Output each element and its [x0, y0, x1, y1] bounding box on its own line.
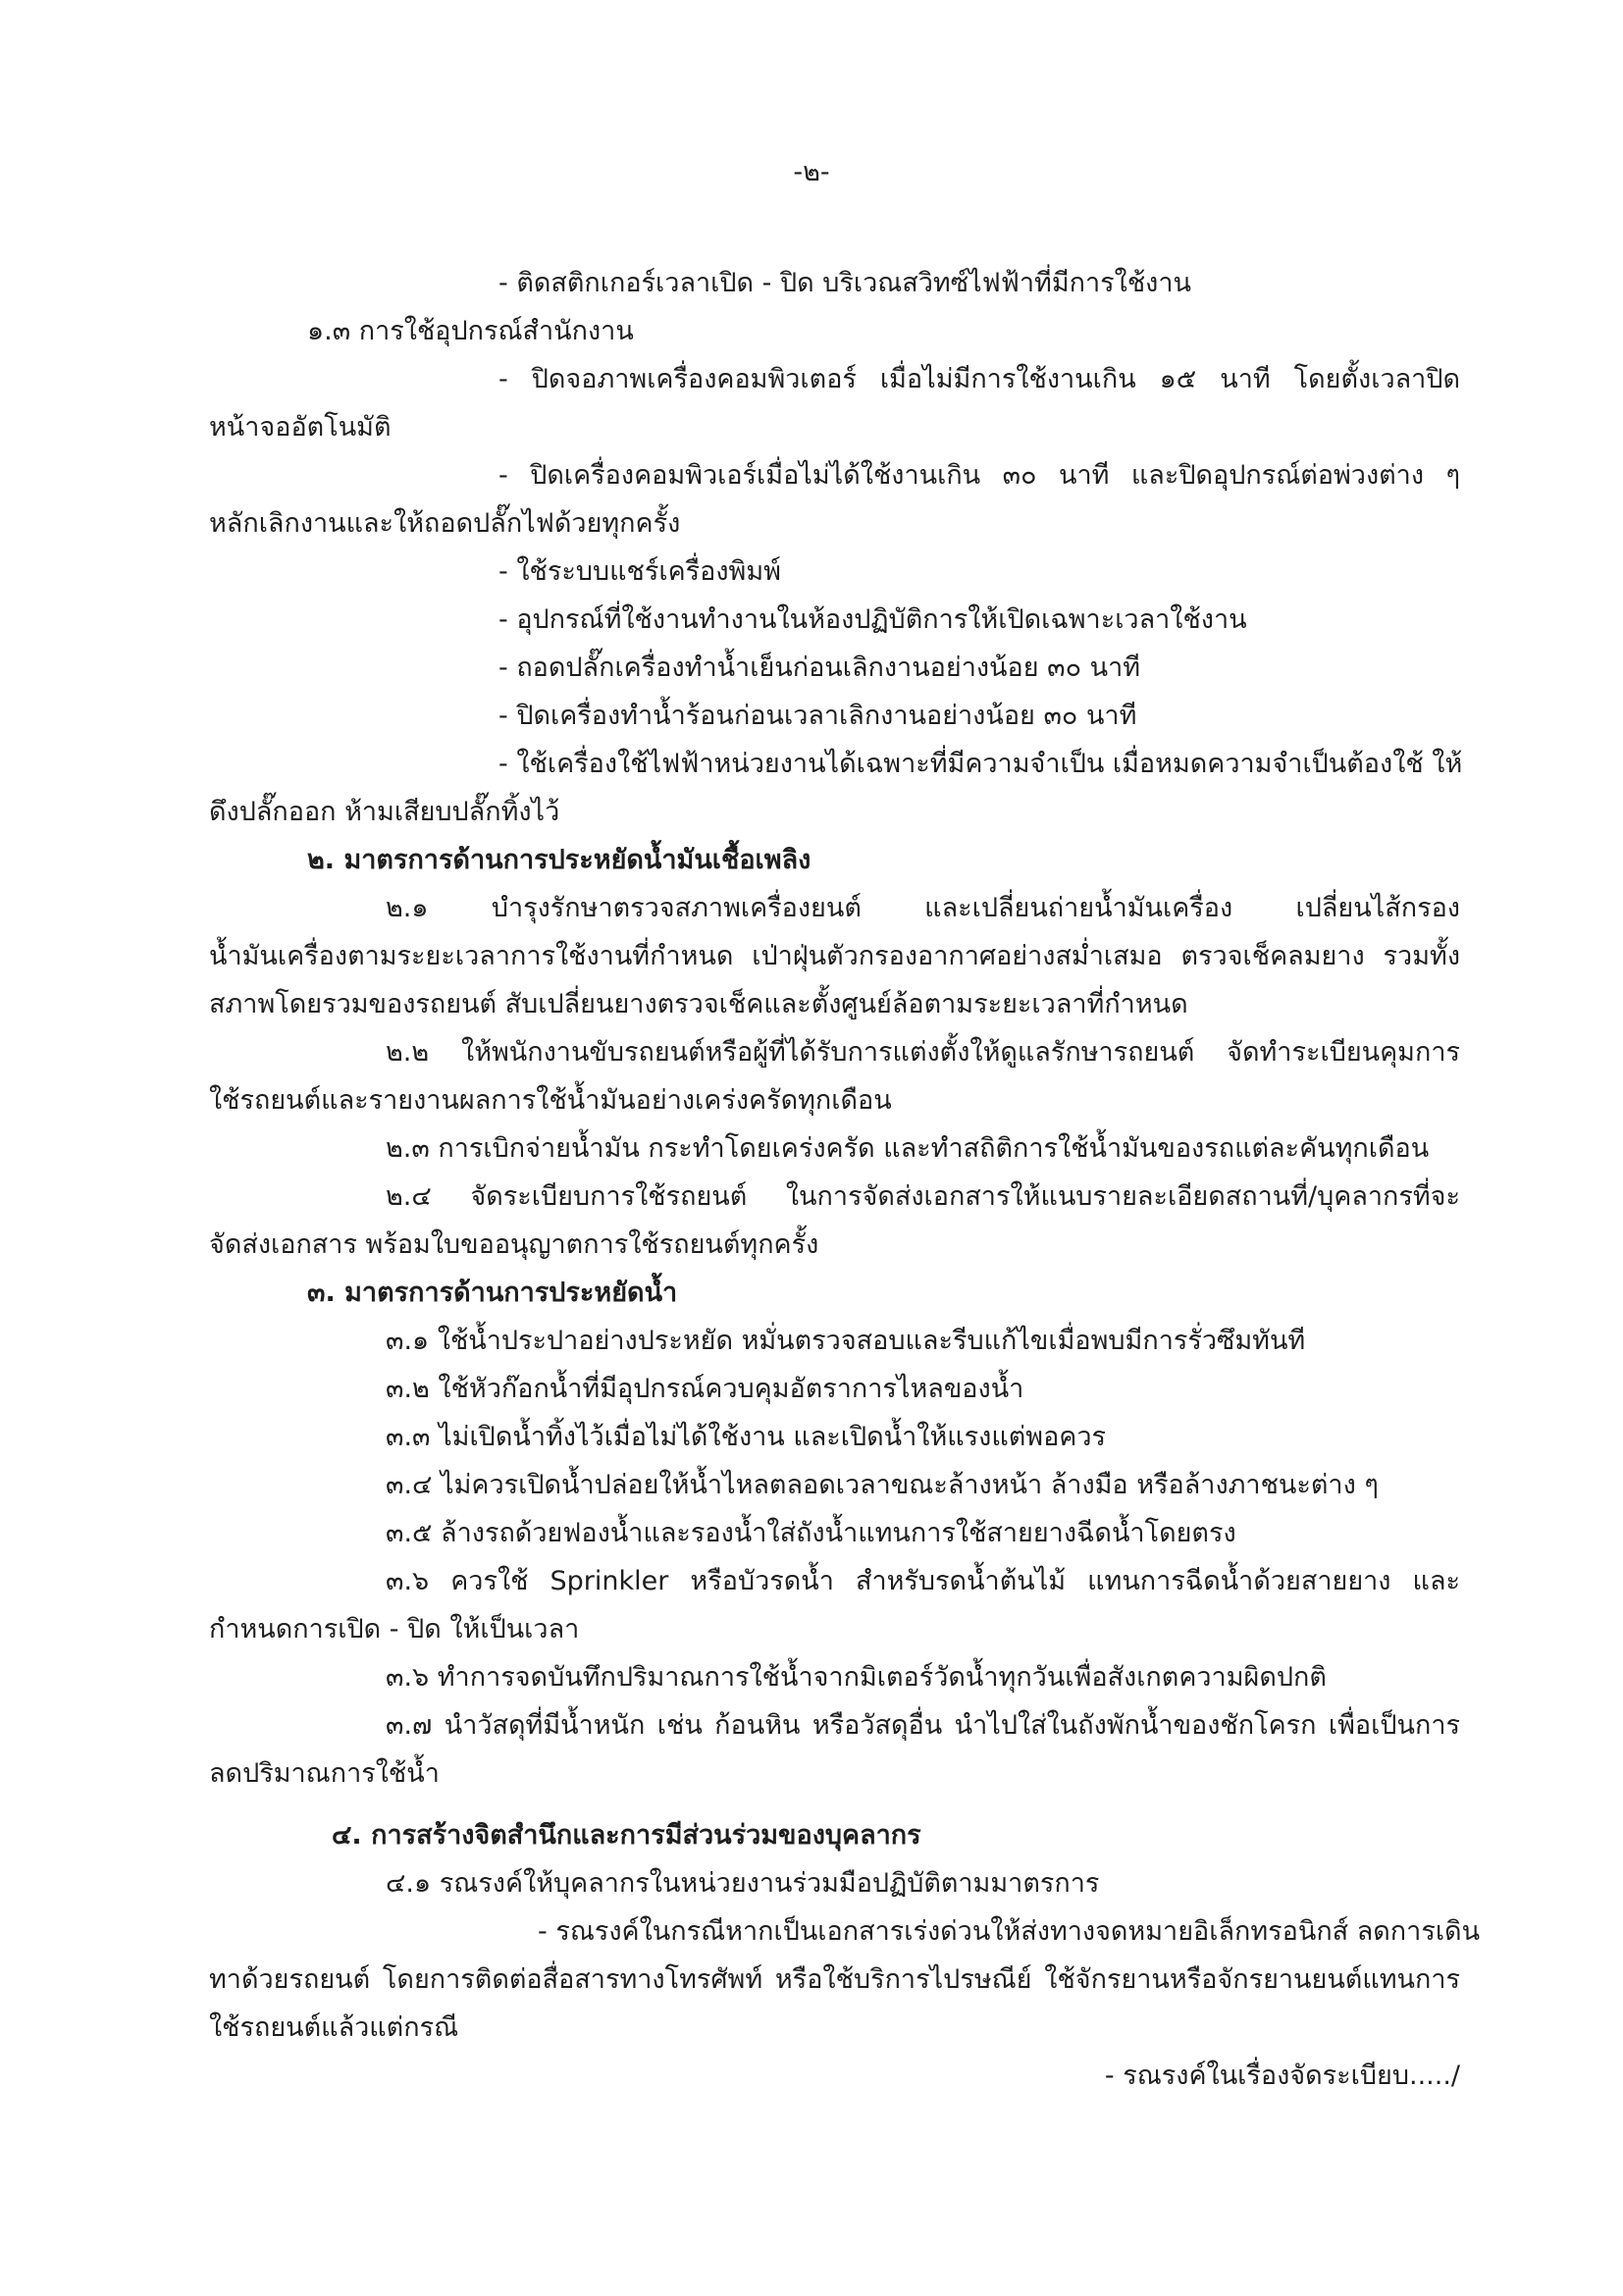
section-heading: ๒. มาตรการด้านการประหยัดน้ำมันเชื้อเพลิง [307, 845, 812, 875]
text-line: ๔.๑ รณรงค์ให้บุคลากรในหน่วยงานร่วมมือปฏิบัติตามมาตรการ [386, 1868, 1100, 1899]
text-line: จัดส่งเอกสาร พร้อมใบขออนุญาตการใช้รถยนต์ทุกครั้ง [209, 1229, 819, 1260]
text-line: - ปิดเครื่องคอมพิวเอร์เมื่อไม่ได้ใช้งานเกิน ๓๐ นาที และปิดอุปกรณ์ต่อพ่วงต่าง ๆ [498, 460, 1460, 491]
text-line: ลดปริมาณการใช้น้ำ [209, 1758, 440, 1789]
text-line: ๒.๑ บำรุงรักษาตรวจสภาพเครื่องยนต์ และเปลี่ยนถ่ายน้ำมันเครื่อง เปลี่ยนไส้กรอง [386, 893, 1460, 923]
text-line: ๓.๓ ไม่เปิดน้ำทิ้งไว้เมื่อไม่ได้ใช้งาน และเปิดน้ำให้แรงแต่พอควร [386, 1422, 1107, 1452]
continuation-note: - รณรงค์ในเรื่องจัดระเบียบ...../ [1104, 2061, 1460, 2091]
text-line: ๓.๕ ล้างรถด้วยฟองน้ำและรองน้ำใส่ถังน้ำแทนการใช้สายยางฉีดน้ำโดยตรง [386, 1518, 1236, 1548]
text-line: - รณรงค์ในกรณีหากเป็นเอกสารเร่งด่วนให้ส่งทางจดหมายอิเล็กทรอนิกส์ ลดการเดิน [538, 1916, 1481, 1947]
subheading: ๑.๓ การใช้อุปกรณ์สำนักงาน [307, 316, 634, 346]
text-line: ๒.๔ จัดระเบียบการใช้รถยนต์ ในการจัดส่งเอกสารให้แนบรายละเอียดสถานที่/บุคลากรที่จะ [386, 1181, 1460, 1212]
text-line: - ปิดจอภาพเครื่องคอมพิวเตอร์ เมื่อไม่มีการใช้งานเกิน ๑๕ นาที โดยตั้งเวลาปิด [498, 364, 1460, 394]
text-line: ๒.๓ การเบิกจ่ายน้ำมัน กระทำโดยเคร่งครัด และทำสถิติการใช้น้ำมันของรถแต่ละคันทุกเดือน [386, 1133, 1430, 1164]
spacer [209, 1798, 1460, 1811]
text-line: ๓.๖ ทำการจดบันทึกปริมาณการใช้น้ำจากมิเตอร์วัดน้ำทุกวันเพื่อสังเกตความผิดปกติ [386, 1662, 1327, 1693]
text-line: หลักเลิกงานและให้ถอดปลั๊กไฟด้วยทุกครั้ง [209, 508, 681, 539]
text-line: ทาด้วยรถยนต์ โดยการติดต่อสื่อสารทางโทรศัพท์ หรือใช้บริการไปรษณีย์ ใช้จักรยานหรือจักรยานยนต์แทนการ [209, 1964, 1460, 1995]
text-line: - อุปกรณ์ที่ใช้งานทำงานในห้องปฏิบัติการให้เปิดเฉพาะเวลาใช้งาน [498, 604, 1247, 635]
text-line: น้ำมันเครื่องตามระยะเวลาการใช้งานที่กำหนด เป่าฝุ่นตัวกรองอากาศอย่างสม่ำเสมอ ตรวจเช็คลมยาง รวมทั้ง [209, 941, 1460, 971]
text-line: - ปิดเครื่องทำน้ำร้อนก่อนเวลาเลิกงานอย่างน้อย ๓๐ นาที [498, 701, 1137, 731]
text-line: ใช้รถยนต์และรายงานผลการใช้น้ำมันอย่างเคร่งครัดทุกเดือน [209, 1085, 892, 1116]
section-heading: ๔. การสร้างจิตสำนึกและการมีส่วนร่วมของบุคลากร [332, 1820, 921, 1851]
text-line: - ใช้ระบบแชร์เครื่องพิมพ์ [498, 556, 781, 587]
text-line: หน้าจออัตโนมัติ [209, 412, 392, 443]
text-line: - ติดสติกเกอร์เวลาเปิด - ปิด บริเวณสวิทซ์ไฟฟ้าที่มีการใช้งาน [498, 268, 1191, 298]
text-line: - ถอดปลั๊กเครื่องทำน้ำเย็นก่อนเลิกงานอย่างน้อย ๓๐ นาที [498, 652, 1141, 683]
text-line: ใช้รถยนต์แล้วแต่กรณี [209, 2012, 459, 2043]
text-line: ๓.๒ ใช้หัวก๊อกน้ำที่มีอุปกรณ์ควบคุมอัตราการไหลของน้ำ [386, 1374, 1024, 1404]
text-line: กำหนดการเปิด - ปิด ให้เป็นเวลา [209, 1614, 580, 1644]
text-line: ดึงปลั๊กออก ห้ามเสียบปลั๊กทิ้งไว้ [209, 797, 560, 827]
text-line: ๓.๔ ไม่ควรเปิดน้ำปล่อยให้น้ำไหลตลอดเวลาขณะล้างหน้า ล้างมือ หรือล้างภาชนะต่าง ๆ [386, 1470, 1379, 1500]
text-line: - ใช้เครื่องใช้ไฟฟ้าหน่วยงานได้เฉพาะที่มีความจำเป็น เมื่อหมดความจำเป็นต้องใช้ ให้ [498, 749, 1463, 779]
text-line: ๓.๗ นำวัสดุที่มีน้ำหนัก เช่น ก้อนหิน หรือวัสดุอื่น นำไปใส่ในถังพักน้ำของชักโครก เพื่อเป็นการ [386, 1710, 1460, 1741]
text-line: สภาพโดยรวมของรถยนต์ สับเปลี่ยนยางตรวจเช็คและตั้งศูนย์ล้อตามระยะเวลาที่กำหนด [209, 989, 1188, 1019]
section-heading: ๓. มาตรการด้านการประหยัดน้ำ [307, 1278, 678, 1308]
page-number: -๒- [793, 157, 830, 187]
text-line: ๒.๒ ให้พนักงานขับรถยนต์หรือผู้ที่ได้รับการแต่งตั้งให้ดูแลรักษารถยนต์ จัดทำระเบียนคุมการ [386, 1037, 1460, 1068]
document-body [209, 259, 1481, 2100]
text-line: ๓.๖ ควรใช้ Sprinkler หรือบัวรดน้ำ สำหรับรดน้ำต้นไม้ แทนการฉีดน้ำด้วยสายยาง และ [386, 1566, 1460, 1596]
text-line: ๓.๑ ใช้น้ำประปาอย่างประหยัด หมั่นตรวจสอบและรีบแก้ไขเมื่อพบมีการรั่วซึมทันที [386, 1326, 1306, 1356]
